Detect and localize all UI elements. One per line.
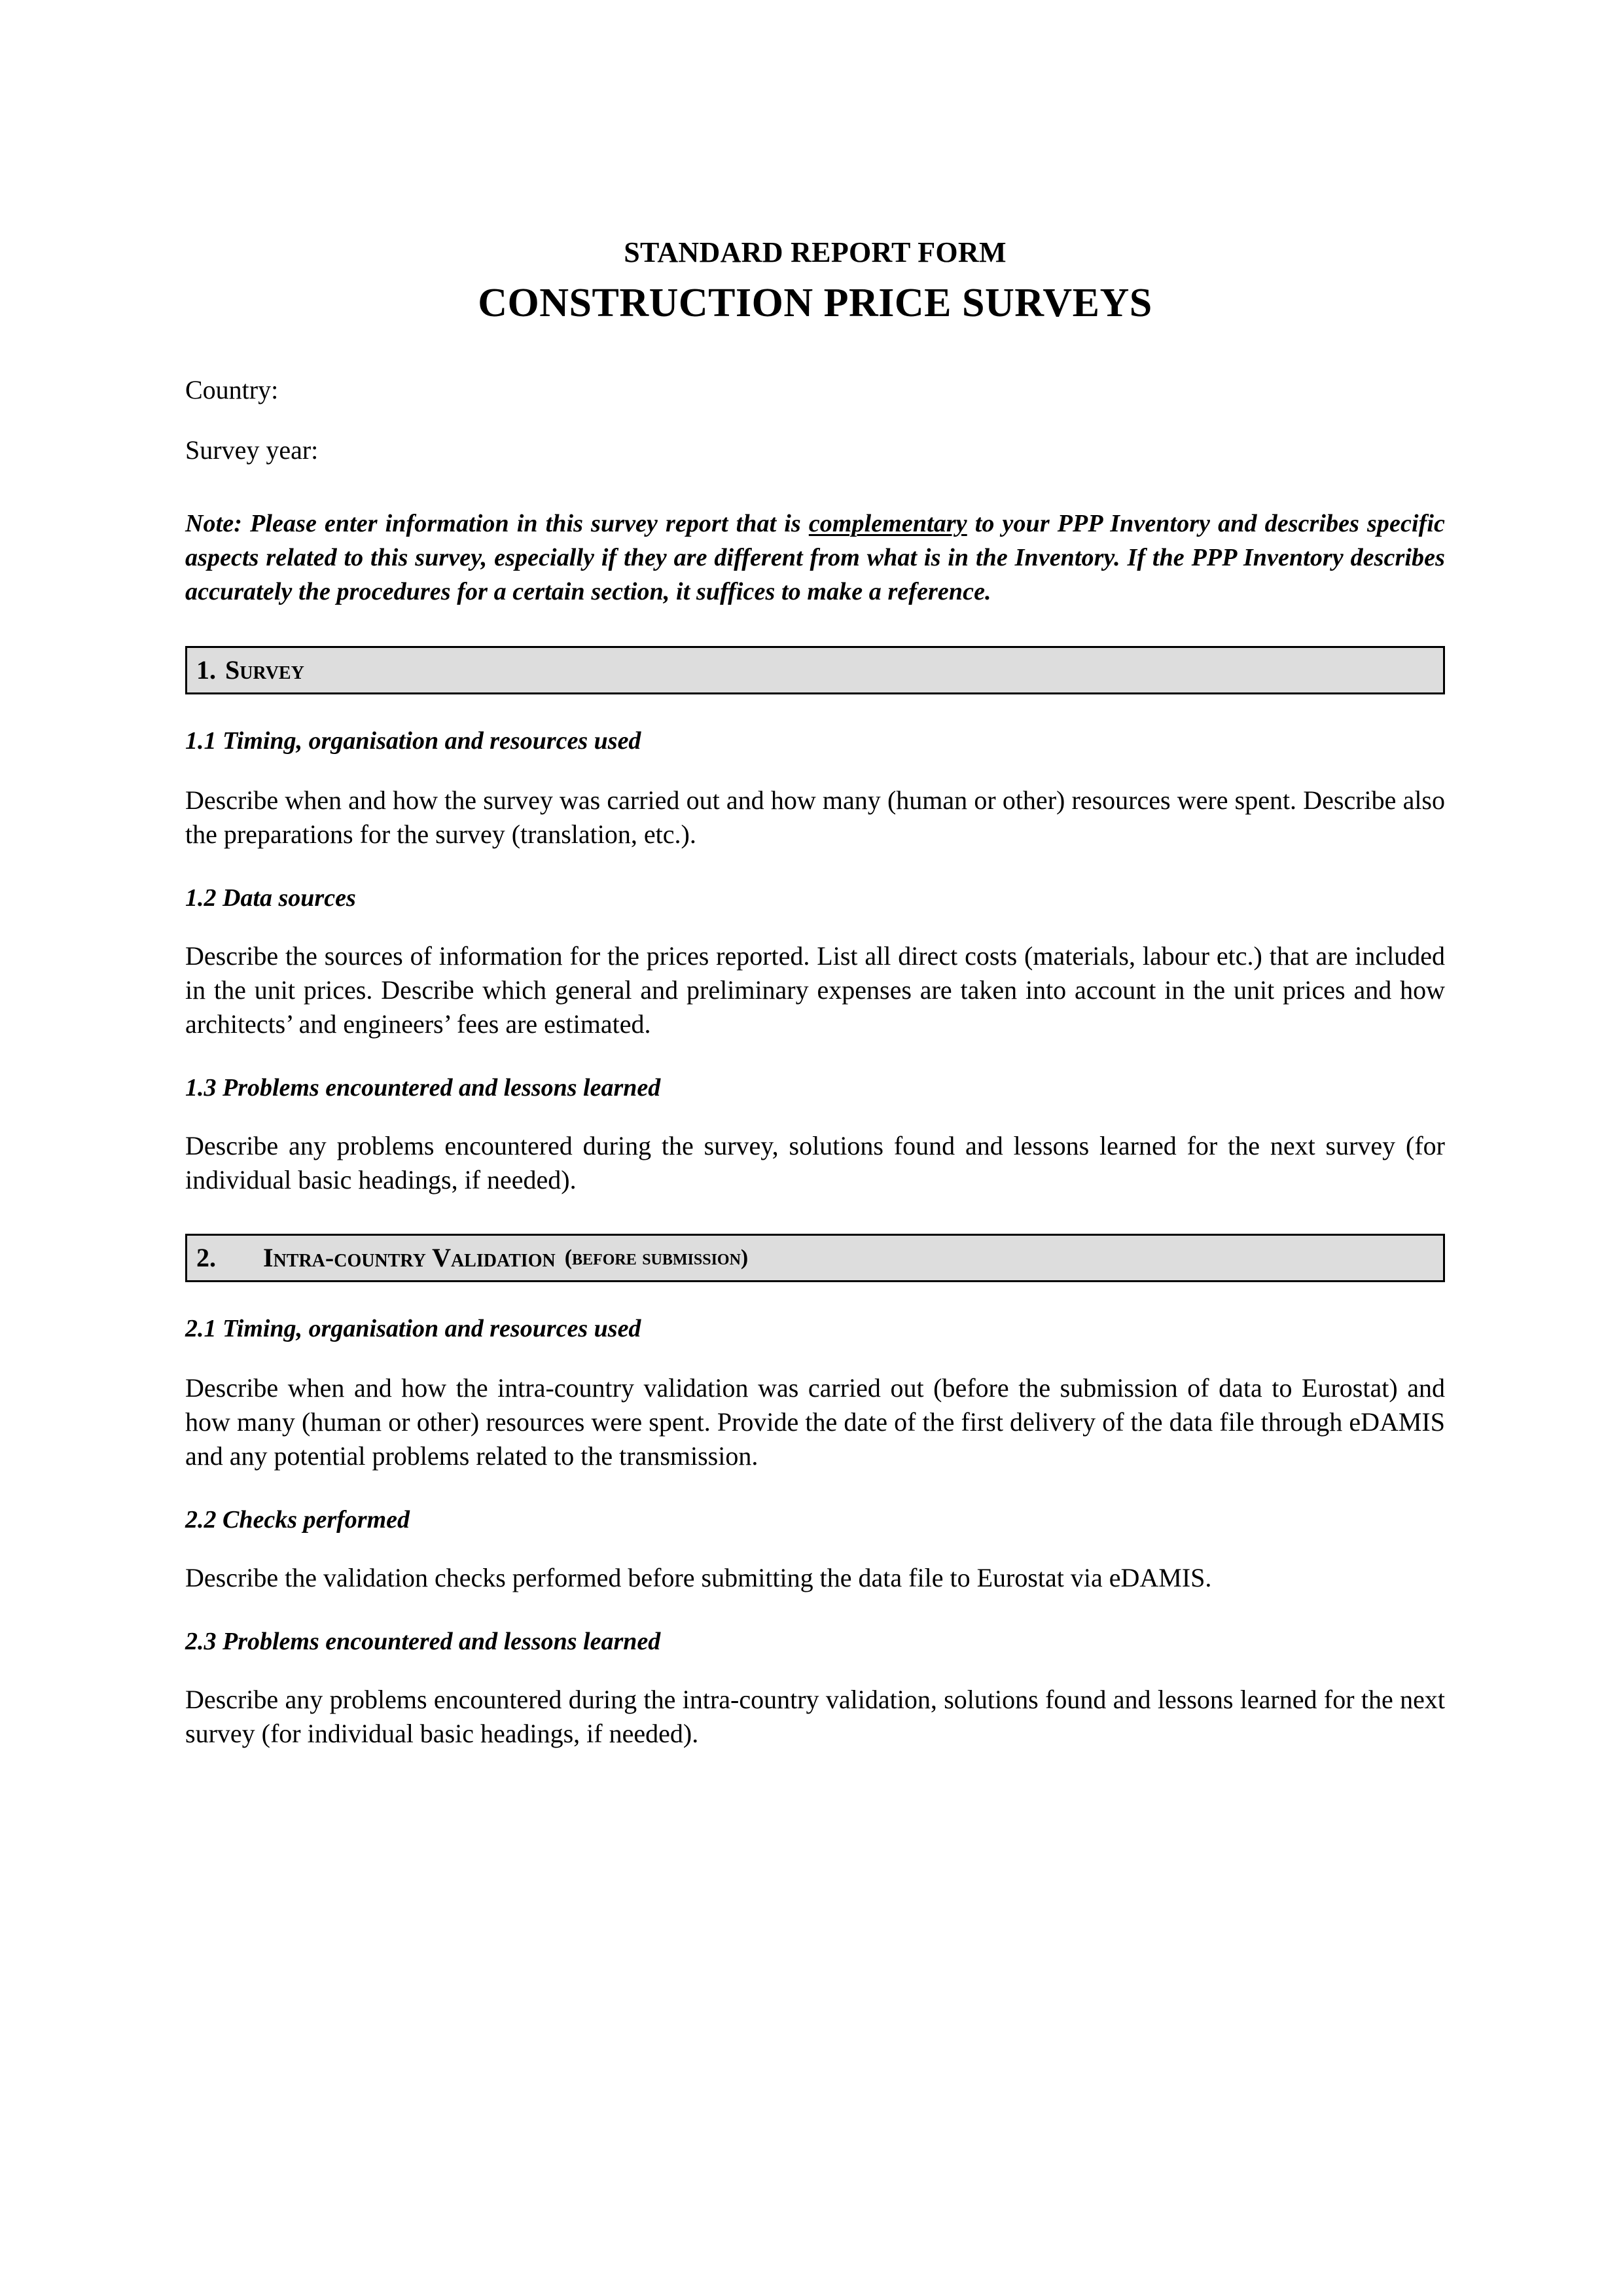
section-2-title-suffix: (before submission) xyxy=(564,1245,749,1270)
section-2-number: 2. xyxy=(196,1242,216,1272)
section-header-survey xyxy=(185,646,1445,694)
section-1-title: Survey xyxy=(225,655,304,685)
subsection-body-1-3: Describe any problems encountered during the survey, solutions found and lessons learned for the next survey (for individual basic headings, if needed). xyxy=(185,1130,1445,1194)
section-header-intra-country-validation xyxy=(185,1234,1445,1282)
subsection-heading-1-2: 1.2 Data sources xyxy=(185,884,356,912)
subsection-heading-2-1: 2.1 Timing, organisation and resources used xyxy=(185,1314,641,1342)
country-field-label[interactable]: Country: xyxy=(185,374,279,404)
subsection-body-2-1: Describe when and how the intra-country validation was carried out (before the submission of data to Eurostat) and how many (human or other) resources were spent. Provide the date of the first delivery of the data file through eDAMIS and any potential problems related to the transmission. xyxy=(185,1372,1445,1471)
survey-year-field-label[interactable]: Survey year: xyxy=(185,435,319,465)
subsection-heading-1-3: 1.3 Problems encountered and lessons learned xyxy=(185,1073,661,1102)
title-block xyxy=(185,236,1445,329)
document-title: CONSTRUCTION PRICE SURVEYS xyxy=(478,280,1152,325)
subsection-body-2-2: Describe the validation checks performed before submitting the data file to Eurostat via eDAMIS. xyxy=(185,1562,1212,1592)
note-emphasis-complementary: complementary xyxy=(808,509,967,537)
document-subtitle: STANDARD REPORT FORM xyxy=(624,236,1007,268)
subsection-body-1-1: Describe when and how the survey was carried out and how many (human or other) resources were spent. Describe also the preparations for the survey (translation, etc.). xyxy=(185,785,1445,849)
section-1-number: 1. xyxy=(196,655,216,685)
subsection-heading-2-2: 2.2 Checks performed xyxy=(185,1505,410,1534)
subsection-body-2-3: Describe any problems encountered during the intra-country validation, solutions found and lessons learned for the next survey (for individual basic headings, if needed). xyxy=(185,1684,1445,1748)
note-text-before-emphasis: Note: Please enter information in this survey report that is xyxy=(185,509,809,537)
subsection-heading-2-3: 2.3 Problems encountered and lessons learned xyxy=(185,1627,661,1655)
note-paragraph xyxy=(185,507,1445,609)
note-text-after-emphasis: to your PPP Inventory and describes specific aspects related to this survey, especially if they are different from what is in the Inventory. If the PPP Inventory describes accurately the procedures for a certain section, it suffices to make a reference. xyxy=(185,509,1445,606)
subsection-body-1-2: Describe the sources of information for the prices reported. List all direct costs (materials, labour etc.) that are included in the unit prices. Describe which general and preliminary expenses are taken into account in the unit prices and how architects’ and engineers’ fees are estimated. xyxy=(185,941,1445,1039)
subsection-heading-1-1: 1.1 Timing, organisation and resources used xyxy=(185,726,641,755)
form-fields-block xyxy=(185,374,1445,465)
section-2-title: Intra-country Validation xyxy=(263,1242,556,1272)
